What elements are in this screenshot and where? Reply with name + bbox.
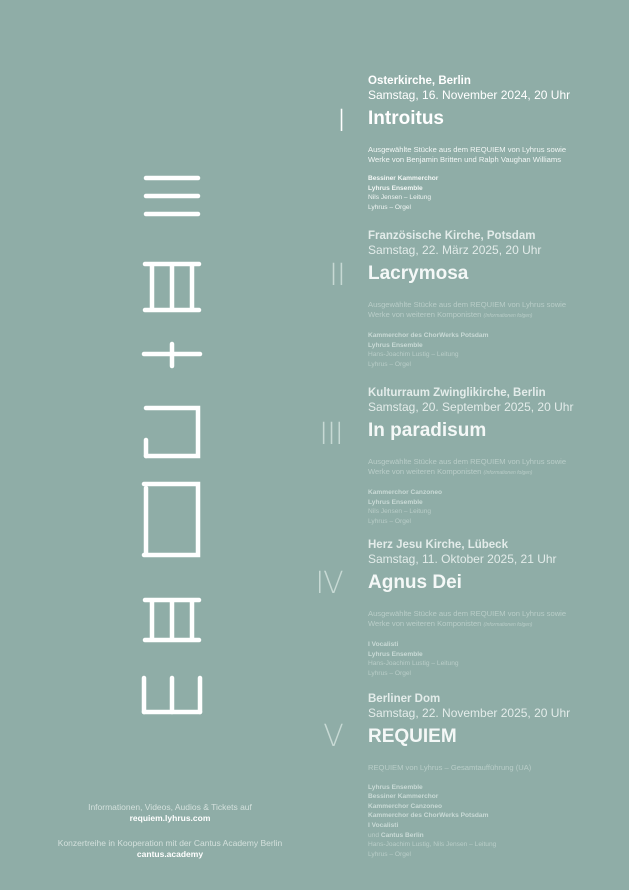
concert-4-work: Agnus Dei bbox=[368, 572, 462, 593]
concert-2-desc-note: (Informationen folgen) bbox=[483, 312, 533, 319]
concert-1-desc-line2: Werke von Benjamin Britten und Ralph Vaughan Williams bbox=[368, 154, 562, 164]
concert-5-work: REQUIEM bbox=[368, 726, 457, 747]
concert-4-venue: Herz Jesu Kirche, Lübeck bbox=[368, 539, 508, 551]
concert-4-description bbox=[368, 609, 608, 630]
concert-3-venue: Kulturraum Zwinglikirche, Berlin bbox=[368, 387, 546, 399]
performer: Hans-Joachim Lustig – Leitung bbox=[368, 660, 459, 668]
performer: Bessiner Kammerchor bbox=[368, 175, 439, 183]
footer-coop-url[interactable]: cantus.academy bbox=[136, 849, 204, 859]
concert-5-description bbox=[368, 763, 608, 773]
concert-5 bbox=[368, 692, 608, 859]
concert-1-date: Samstag, 16. November 2024, 20 Uhr bbox=[368, 88, 571, 102]
footer-info-url[interactable]: requiem.lyhrus.com bbox=[129, 813, 211, 823]
concert-4-desc-line1: Ausgewählte Stücke aus dem REQUIEM von Lyhrus sowie bbox=[368, 609, 567, 618]
concert-1-venue: Osterkirche, Berlin bbox=[368, 75, 471, 87]
concert-4-date: Samstag, 11. Oktober 2025, 21 Uhr bbox=[368, 552, 557, 566]
performer: I Vocalisti bbox=[368, 641, 399, 649]
performer: Kammerchor Canzoneo bbox=[368, 489, 443, 497]
performer: Lyhrus Ensemble bbox=[368, 783, 423, 791]
performer: Lyhrus – Orgel bbox=[368, 850, 412, 858]
requiem-logo bbox=[140, 172, 204, 720]
performer: Nils Jensen – Leitung bbox=[368, 508, 432, 516]
performer: Lyhrus – Orgel bbox=[368, 517, 412, 525]
footer-info-line: Informationen, Videos, Audios & Tickets auf bbox=[88, 802, 252, 812]
footer-cooperation bbox=[40, 838, 300, 860]
concert-2-work: Lacrymosa bbox=[368, 263, 469, 284]
concert-4 bbox=[368, 538, 608, 679]
concert-1-work: Introitus bbox=[368, 108, 444, 129]
requiem-logo-graphic bbox=[140, 172, 204, 720]
footer-info bbox=[40, 802, 300, 824]
concert-3-performers bbox=[368, 488, 608, 526]
concert-4-desc-line2: Werke von weiteren Komponisten bbox=[368, 618, 482, 628]
concert-5-desc-line1: REQUIEM von Lyhrus – Gesamtaufführung (UA) bbox=[368, 763, 532, 772]
concert-1-desc-line1: Ausgewählte Stücke aus dem REQUIEM von Lyhrus sowie bbox=[368, 145, 567, 154]
concert-1-numeral: I bbox=[337, 104, 345, 139]
performer: I Vocalisti bbox=[368, 821, 399, 829]
concert-3-desc-line1: Ausgewählte Stücke aus dem REQUIEM von Lyhrus sowie bbox=[368, 457, 567, 466]
concert-5-numeral: V bbox=[323, 719, 343, 754]
performer: Kammerchor des ChorWerks Potsdam bbox=[368, 332, 489, 340]
concert-1 bbox=[368, 74, 608, 213]
concert-3-numeral: III bbox=[319, 417, 343, 452]
concert-2-desc-line2: Werke von weiteren Komponisten bbox=[368, 309, 482, 319]
concert-1-description bbox=[368, 145, 608, 164]
concert-5-venue: Berliner Dom bbox=[368, 693, 441, 705]
concert-2-date: Samstag, 22. März 2025, 20 Uhr bbox=[368, 243, 542, 257]
footer-coop-line: Konzertreihe in Kooperation mit der Cantus Academy Berlin bbox=[57, 838, 283, 848]
performer: Hans-Joachim Lustig – Leitung bbox=[368, 351, 459, 359]
performer: Lyhrus Ensemble bbox=[368, 650, 423, 658]
concert-3-description bbox=[368, 457, 608, 478]
performer-prefix: und bbox=[368, 831, 381, 839]
performer: Lyhrus – Orgel bbox=[368, 669, 412, 677]
performer: Kammerchor des ChorWerks Potsdam bbox=[368, 812, 489, 820]
concert-2-venue: Französische Kirche, Potsdam bbox=[368, 230, 536, 242]
performer: Lyhrus – Orgel bbox=[368, 360, 412, 368]
concert-2-numeral: II bbox=[329, 258, 345, 293]
performer: Nils Jensen – Leitung bbox=[368, 194, 432, 202]
concert-4-performers bbox=[368, 640, 608, 678]
performer: Lyhrus Ensemble bbox=[368, 184, 423, 192]
concert-4-numeral: IV bbox=[315, 566, 343, 601]
concert-3 bbox=[368, 386, 608, 527]
performer: Cantus Berlin bbox=[380, 831, 424, 839]
performer: Lyhrus – Orgel bbox=[368, 203, 412, 211]
concert-1-performers bbox=[368, 174, 608, 212]
concert-5-date: Samstag, 22. November 2025, 20 Uhr bbox=[368, 706, 571, 720]
performer: Kammerchor Canzoneo bbox=[368, 802, 443, 810]
performer-combined bbox=[368, 831, 608, 841]
performer: Bessiner Kammerchor bbox=[368, 793, 439, 801]
concert-2-description bbox=[368, 300, 608, 321]
performer: Hans-Joachim Lustig, Nils Jensen – Leitung bbox=[368, 841, 497, 849]
concert-4-desc-note: (Informationen folgen) bbox=[483, 621, 533, 628]
concert-2-performers bbox=[368, 331, 608, 369]
concert-2-desc-line1: Ausgewählte Stücke aus dem REQUIEM von Lyhrus sowie bbox=[368, 300, 567, 309]
concert-3-desc-line2: Werke von weiteren Komponisten bbox=[368, 466, 482, 476]
concert-5-performers bbox=[368, 783, 608, 860]
concert-3-desc-note: (Informationen folgen) bbox=[483, 469, 533, 476]
performer: Lyhrus Ensemble bbox=[368, 341, 423, 349]
concert-3-work: In paradisum bbox=[368, 420, 487, 441]
concert-2 bbox=[368, 229, 608, 370]
performer: Lyhrus Ensemble bbox=[368, 498, 423, 506]
concert-3-date: Samstag, 20. September 2025, 20 Uhr bbox=[368, 400, 574, 414]
